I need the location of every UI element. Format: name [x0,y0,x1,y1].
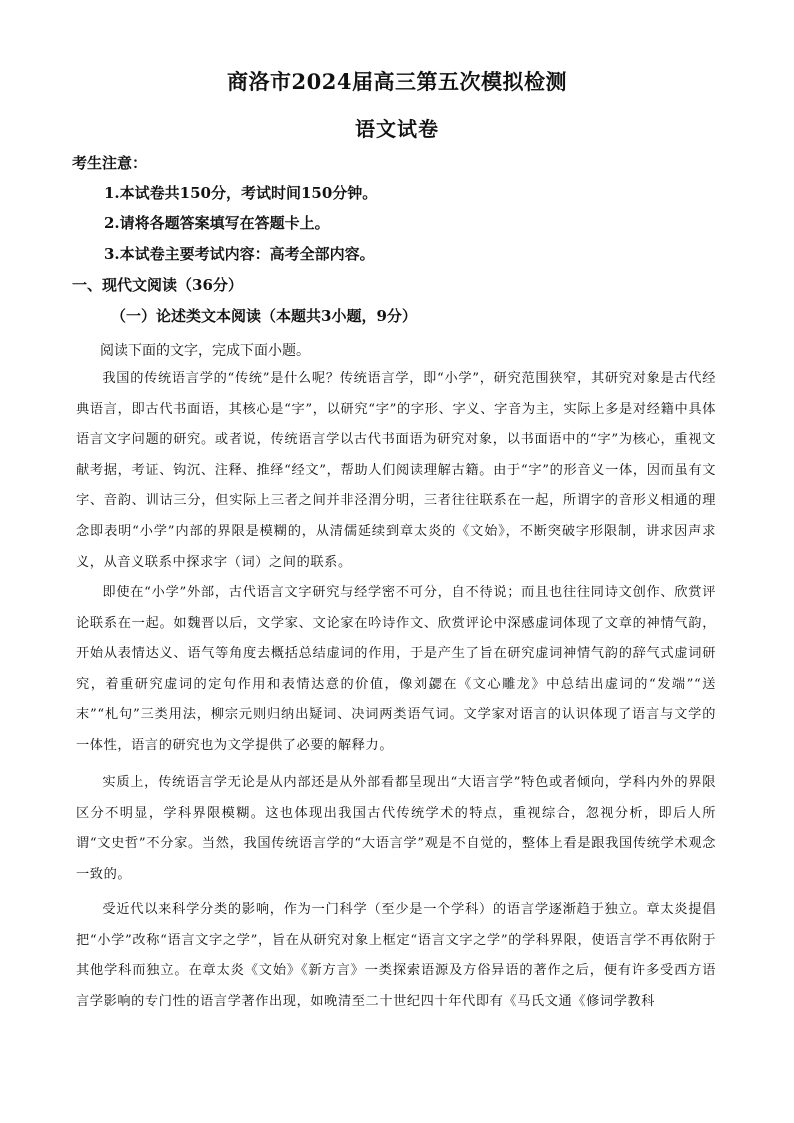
passage-paragraph: 受近代以来科学分类的影响，作为一门科学（至少是一个学科）的语言学逐渐趋于独立。章太炎提倡把“小学”改称“语言文字之学”，旨在从研究对象上框定“语言文字之学”的学科界限，使语言学不再依附于其他学科而独立。在章太炎《文始》《新方言》一类探索语源及方俗异语的著作之后，便有许多受西方语言学影响的专门性的语言学著作出现，如晚清至二十世纪四十年代即有《马氏文通《修词学教科 [76,902,716,1009]
notice-item: 2.请将各题答案填写在答题卡上。 [104,214,330,232]
reading-instruction: 阅读下面的文字，完成下面小题。 [100,343,310,359]
section-heading: 一、现代文阅读（36分） [72,276,243,294]
passage-paragraph: 实质上，传统语言学无论是从内部还是从外部看都呈现出“大语言学”特色或者倾向，学科内外的界限区分不明显，学科界限模糊。这也体现出我国古代传统学术的特点，重视综合，忽视分析，即后人所谓“文史哲”不分家。当然，我国传统语言学的“大语言学”观是不自觉的，整体上看是跟我国传统学术观念一致的。 [76,775,716,882]
page-title: 商洛市2024届高三第五次模拟检测 [227,69,567,94]
passage-paragraph: 我国的传统语言学的“传统”是什么呢？传统语言学，即“小学”，研究范围狭窄，其研究对象是古代经典语言，即古代书面语，其核心是“字”，以研究“字”的字形、字义、字音为主，实际上多是对经籍中具体语言文字问题的研究。或者说，传统语言学以古代书面语为研究对象，以书面语中的“字”为核心，重视文献考据，考证、钩沉、注释、推绎“经文”，帮助人们阅读理解古籍。由于“字”的形音义一体，因而虽有文字、音韵、训诂三分，但实际上三者之间并非泾渭分明，三者往往联系在一起，所谓字的音形义相通的理念即表明“小学”内部的界限是模糊的，从清儒延续到章太炎的《文始》，不断突破字形限制，讲求因声求义，从音义联系中探求字（词）之间的联系。 [76,371,716,570]
page-subtitle: 语文试卷 [355,117,439,141]
passage-paragraph: 即使在“小学”外部，古代语言文字研究与经学密不可分，自不待说；而且也往往同诗文创作、欣赏评论联系在一起。如魏晋以后，文学家、文论家在吟诗作文、欣赏评论中深感虚词体现了文章的神情气韵，开始从表情达义、语气等角度去概括总结虚词的作用，于是产生了旨在研究虚词神情气韵的辞气式虚词研究，着重研究虚词的定句作用和表情达意的价值，像刘勰在《文心雕龙》中总结出虚词的“发端”“送末”“札句”三类用法，柳宗元则归纳出疑词、决词两类语气词。文学家对语言的认识体现了语言与文学的一体性，语言的研究也为文学提供了必要的解释力。 [76,585,716,753]
notice-label: 考生注意： [72,154,148,172]
notice-item: 1.本试卷共150分，考试时间150分钟。 [104,184,378,202]
notice-item: 3.本试卷主要考试内容：高考全部内容。 [104,245,375,263]
subsection-heading: （一）论述类文本阅读（本题共3小题，9分） [111,307,417,325]
